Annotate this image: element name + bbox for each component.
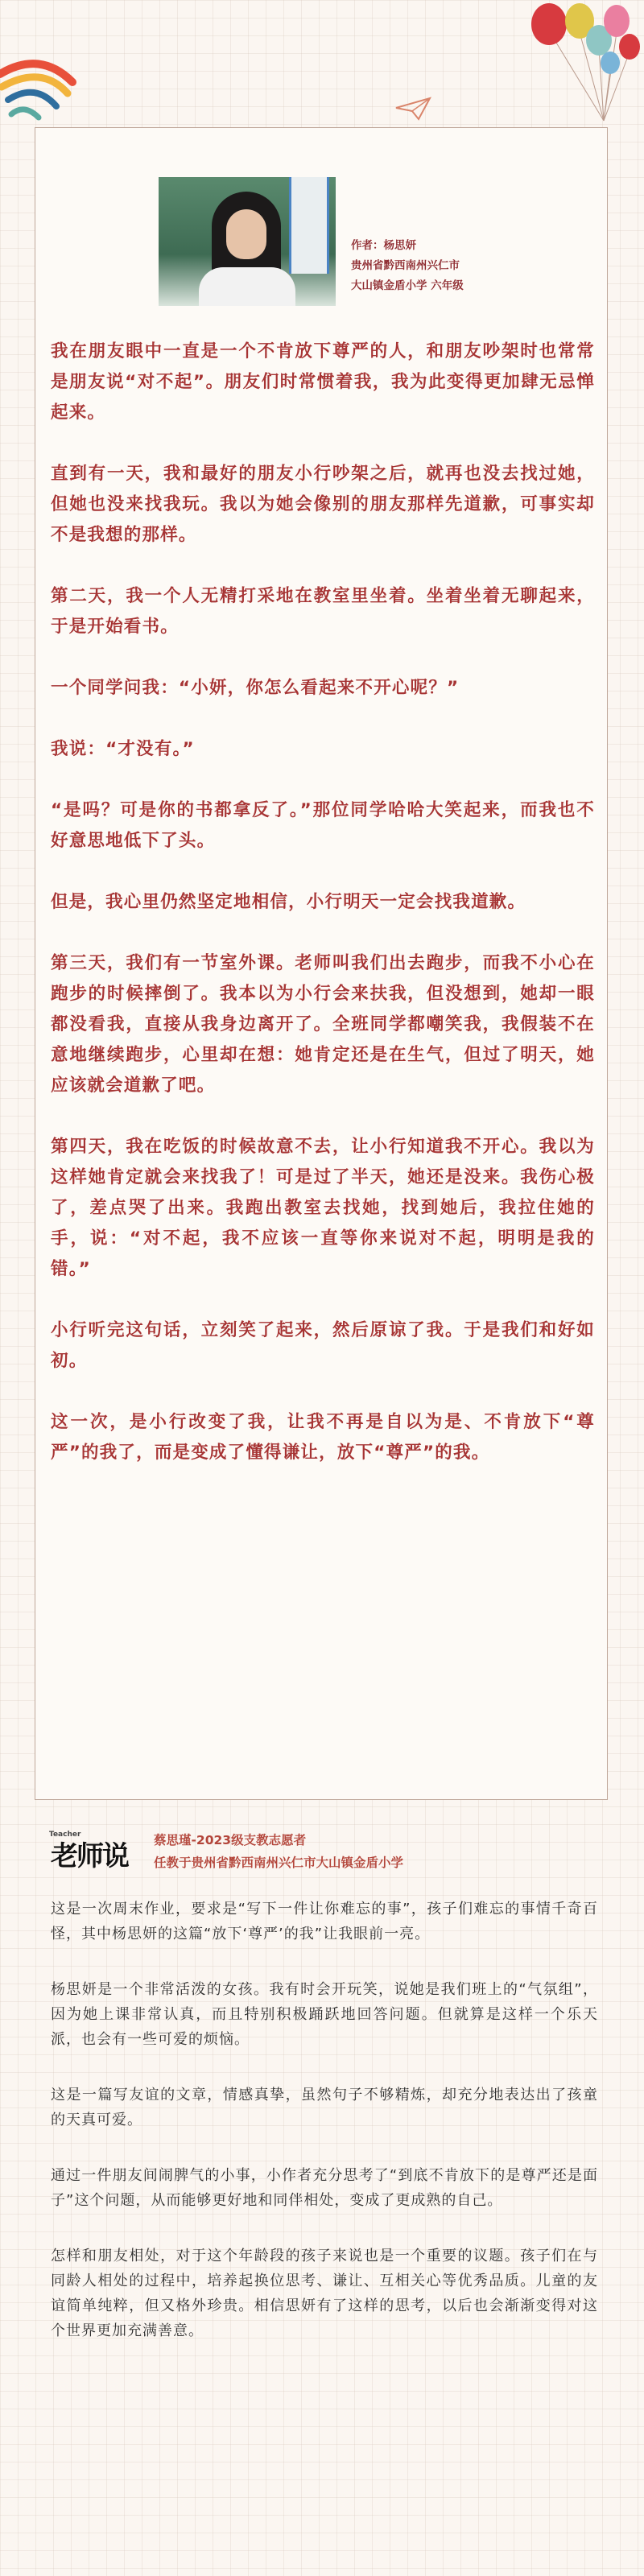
story-paragraph: 我说：“才没有。” bbox=[51, 739, 195, 759]
story-paragraph: “是吗？可是你的书都拿反了。”那位同学哈哈大笑起来，而我也不好意思地低下了头。 bbox=[51, 800, 595, 851]
commentary-paragraph: 这是一篇写友谊的文章，情感真挚，虽然句子不够精炼，却充分地表达出了孩童的天真可爱。 bbox=[51, 2087, 598, 2128]
commentary-paragraph: 这是一次周末作业，要求是“写下一件让你难忘的事”，孩子们难忘的事情千奇百怪，其中杨思妍的这篇“放下‘尊严’的我”让我眼前一亮。 bbox=[51, 1901, 598, 1942]
story-paragraph: 直到有一天，我和最好的朋友小行吵架之后，就再也没去找过她，但她也没来找我玩。我以为她会像别的朋友那样先道歉，可事实却不是我想的那样。 bbox=[51, 464, 595, 545]
background-sign bbox=[289, 177, 329, 274]
photo-shirt bbox=[199, 267, 295, 306]
author-info bbox=[351, 236, 464, 296]
story-paragraph: 小行听完这句话，立刻笑了起来，然后原谅了我。于是我们和好如初。 bbox=[51, 1320, 595, 1371]
teacher-section-header bbox=[51, 1827, 598, 1884]
commentary-paragraph: 通过一件朋友间闹脾气的小事，小作者充分思考了“到底不肯放下的是尊严还是面子”这个问题，从而能够更好地和同伴相处，变成了更成熟的自己。 bbox=[51, 2167, 598, 2209]
story-paragraph: 第二天，我一个人无精打采地在教室里坐着。坐着坐着无聊起来，于是开始看书。 bbox=[51, 586, 595, 637]
author-region: 贵州省黔西南州兴仁市 bbox=[351, 259, 460, 272]
story-paragraph: 但是，我心里仍然坚定地相信，小行明天一定会找我道歉。 bbox=[51, 892, 526, 912]
story-paragraph: 这一次，是小行改变了我，让我不再是自以为是、不肯放下“尊严”的我了，而是变成了懂得谦让，放下“尊严”的我。 bbox=[51, 1412, 595, 1463]
teacher-logo-text: 老师说 bbox=[51, 1840, 128, 1872]
teacher-name: 蔡思瑾-2023级支教志愿者 bbox=[154, 1833, 307, 1847]
author-name: 作者：杨思妍 bbox=[351, 239, 416, 252]
teacher-logo-small: Teacher bbox=[49, 1831, 81, 1839]
commentary-paragraph: 杨思妍是一个非常活泼的女孩。我有时会开玩笑，说她是我们班上的“气氛组”，因为她上课非常认真，而且特别积极踊跃地回答问题。但就算是这样一个乐天派，也会有一些可爱的烦恼。 bbox=[51, 1981, 598, 2048]
author-photo bbox=[159, 177, 336, 306]
teacher-info bbox=[154, 1829, 403, 1874]
story-paragraph: 第四天，我在吃饭的时候故意不去，让小行知道我不开心。我以为这样她肯定就会来找我了！可是过了半天，她还是没来。我伤心极了，差点哭了出来。我跑出教室去找她，找到她后，我拉住她的手，说：“对不起，我不应该一直等你来说对不起，明明是我的错。” bbox=[51, 1137, 595, 1279]
author-school: 大山镇金盾小学 六年级 bbox=[351, 279, 464, 292]
paper-plane-icon bbox=[394, 95, 433, 122]
story-paragraph: 我在朋友眼中一直是一个不肯放下尊严的人，和朋友吵架时也常常是朋友说“对不起”。朋友们时常惯着我，我为此变得更加肆无忌惮起来。 bbox=[51, 341, 595, 423]
teacher-commentary bbox=[51, 1897, 598, 2374]
teacher-says-logo bbox=[49, 1831, 128, 1873]
commentary-paragraph: 怎样和朋友相处，对于这个年龄段的孩子来说也是一个重要的议题。孩子们在与同龄人相处的过程中，培养起换位思考、谦让、互相关心等优秀品质。儿童的友谊简单纯粹，但又格外珍贵。相信思妍有了这样的思考，以后也会渐渐变得对这个世界更加充满善意。 bbox=[51, 2248, 598, 2339]
photo-face bbox=[226, 209, 266, 259]
story-paragraph: 第三天，我们有一节室外课。老师叫我们出去跑步，而我不小心在跑步的时候摔倒了。我本以为小行会来扶我，但没想到，她却一眼都没看我，直接从我身边离开了。全班同学都嘲笑我，我假装不在意地继续跑步，心里却在想：她肯定还是在生气，但过了明天，她应该就会道歉了吧。 bbox=[51, 953, 595, 1096]
teacher-position: 任教于贵州省黔西南州兴仁市大山镇金盾小学 bbox=[154, 1856, 404, 1870]
story-paragraph: 一个同学问我：“小妍，你怎么看起来不开心呢？” bbox=[51, 678, 460, 698]
story-body bbox=[51, 336, 595, 1499]
balloons-decoration bbox=[515, 0, 644, 129]
